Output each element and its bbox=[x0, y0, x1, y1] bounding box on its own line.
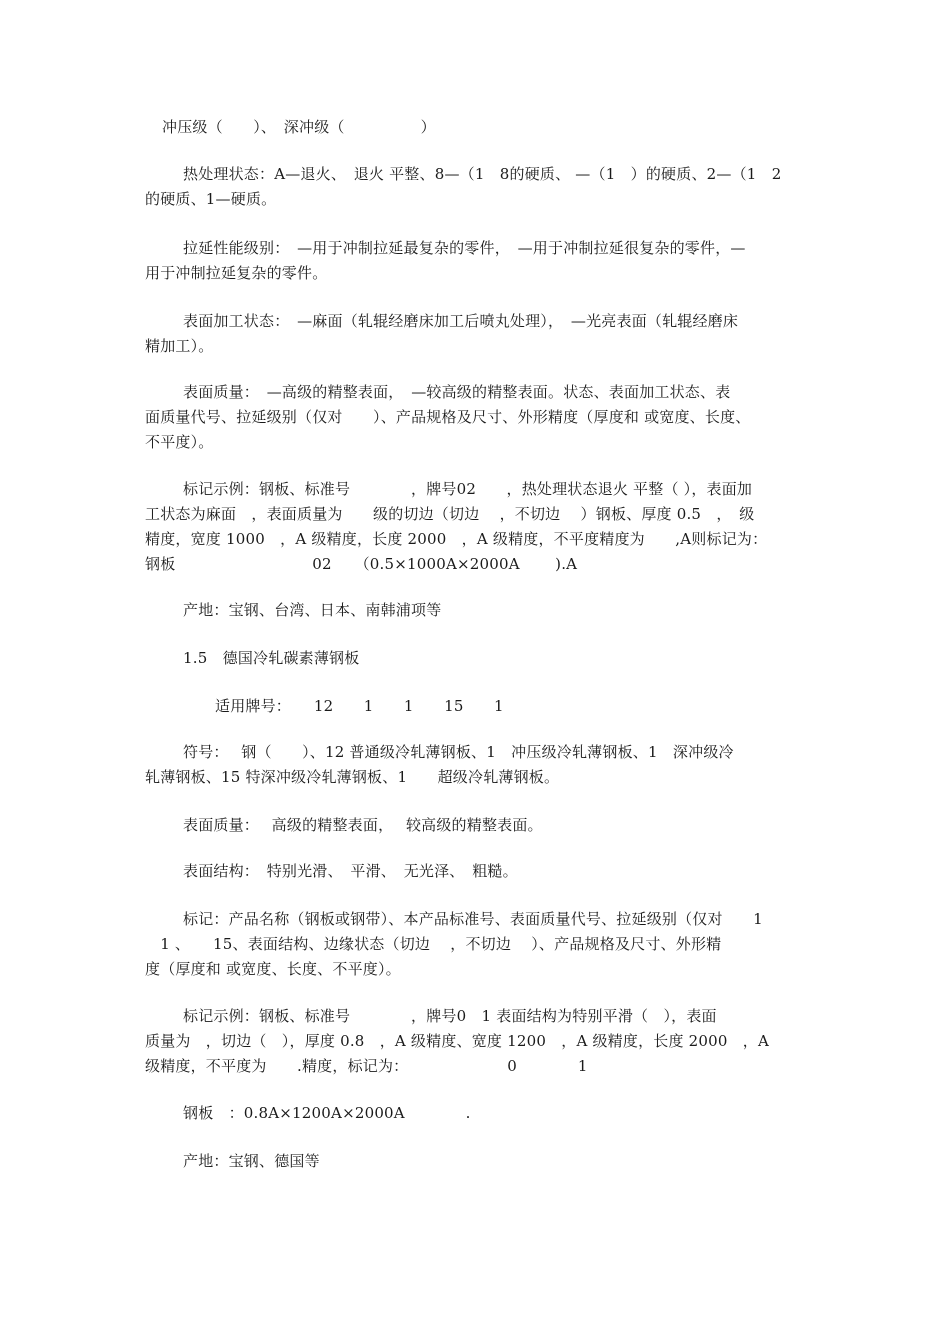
text-line: 表面加工状态： —麻面（轧辊经磨床加工后喷丸处理）， —光亮表面（轧辊经磨床 bbox=[183, 312, 739, 330]
text-line: 质量为 ，切边（ ），厚度 0.8 ，A 级精度、宽度 1200 ，A 级精度，长度 2000 ，A bbox=[145, 1032, 770, 1050]
paragraph-applicable-grades bbox=[215, 694, 880, 719]
paragraph-marking bbox=[145, 907, 810, 982]
text-line: 符号： 钢（ ）、12 普通级冷轧薄钢板、1 冲压级冷轧薄钢板、1 深冲级冷 bbox=[183, 743, 734, 761]
text-line: 级精度，不平度为 .精度，标记为： 0 1 bbox=[145, 1057, 588, 1075]
paragraph-surface-finish bbox=[145, 309, 810, 359]
text-line: 标记：产品名称（钢板或钢带）、本产品标准号、表面质量代号、拉延级别（仅对 1 bbox=[183, 910, 763, 928]
paragraph-drawing-grade bbox=[145, 236, 810, 286]
text-line: 适用牌号： 12 1 1 15 1 bbox=[215, 697, 504, 715]
text-line: 表面质量： 高级的精整表面， 较高级的精整表面。 bbox=[183, 816, 543, 834]
text-line: 钢板 ：0.8A×1200A×2000A . bbox=[183, 1104, 471, 1122]
paragraph-heat-treatment bbox=[145, 162, 810, 212]
text-line: 冲压级（ ）、 深冲级（ ） bbox=[162, 118, 436, 136]
text-line: 精度，宽度 1000 ，A 级精度，长度 2000 ，A 级精度，不平度精度为 ,A则标记为： bbox=[145, 530, 768, 548]
text-line: 面质量代号、拉延级别（仅对 ）、产品规格及尺寸、外形精度（厚度和 或宽度、长度、 bbox=[145, 408, 751, 426]
paragraph-surface-structure bbox=[145, 859, 810, 884]
paragraph-marking-example-2 bbox=[145, 1004, 810, 1079]
text-line: 标记示例：钢板、标准号 ，牌号0 1 表面结构为特别平滑（ ），表面 bbox=[183, 1007, 717, 1025]
text-line: 精加工）。 bbox=[145, 337, 214, 355]
paragraph-grade bbox=[162, 115, 827, 140]
text-line: 热处理状态：A—退火、 退火 平整、8—（1 8的硬质、 —（1 ）的硬质、2—（1 2 bbox=[183, 165, 782, 183]
paragraph-surface-quality bbox=[145, 380, 810, 455]
text-line: 拉延性能级别： —用于冲制拉延最复杂的零件， —用于冲制拉延很复杂的零件，— bbox=[183, 239, 746, 257]
text-line: 度（厚度和 或宽度、长度、不平度）。 bbox=[145, 960, 401, 978]
text-line: 用于冲制拉延复杂的零件。 bbox=[145, 264, 328, 282]
paragraph-origin-2 bbox=[145, 1149, 810, 1174]
section-heading bbox=[145, 646, 810, 671]
text-line: 1.5 德国冷轧碳素薄钢板 bbox=[183, 649, 360, 667]
text-line: 不平度）。 bbox=[145, 433, 214, 451]
paragraph-origin-1 bbox=[145, 598, 810, 623]
text-line: 标记示例：钢板、标准号 ，牌号02 ，热处理状态退火 平整（ ），表面加 bbox=[183, 480, 753, 498]
text-line: 的硬质、1—硬质。 bbox=[145, 190, 277, 208]
text-line: 轧薄钢板、15 特深冲级冷轧薄钢板、1 超级冷轧薄钢板。 bbox=[145, 768, 560, 786]
text-line: 产地：宝钢、台湾、日本、南韩浦项等 bbox=[183, 601, 442, 619]
text-line: 表面质量： —高级的精整表面， —较高级的精整表面。状态、表面加工状态、表 bbox=[183, 383, 731, 401]
text-line: 1 、 15、表面结构、边缘状态（切边 ，不切边 ）、产品规格及尺寸、外形精 bbox=[145, 935, 722, 953]
text-line: 工状态为麻面 ，表面质量为 级的切边（切边 ，不切边 ）钢板、厚度 0.5 ， 级 bbox=[145, 505, 755, 523]
text-line: 产地：宝钢、德国等 bbox=[183, 1152, 320, 1170]
text-line: 表面结构： 特别光滑、 平滑、 无光泽、 粗糙。 bbox=[183, 862, 518, 880]
text-line: 钢板 02 （0.5×1000A×2000A ).A bbox=[145, 555, 578, 573]
paragraph-steel-plate-spec bbox=[145, 1101, 810, 1126]
paragraph-symbols bbox=[145, 740, 810, 790]
paragraph-surface-quality-2 bbox=[145, 813, 810, 838]
paragraph-marking-example-1 bbox=[145, 477, 810, 577]
